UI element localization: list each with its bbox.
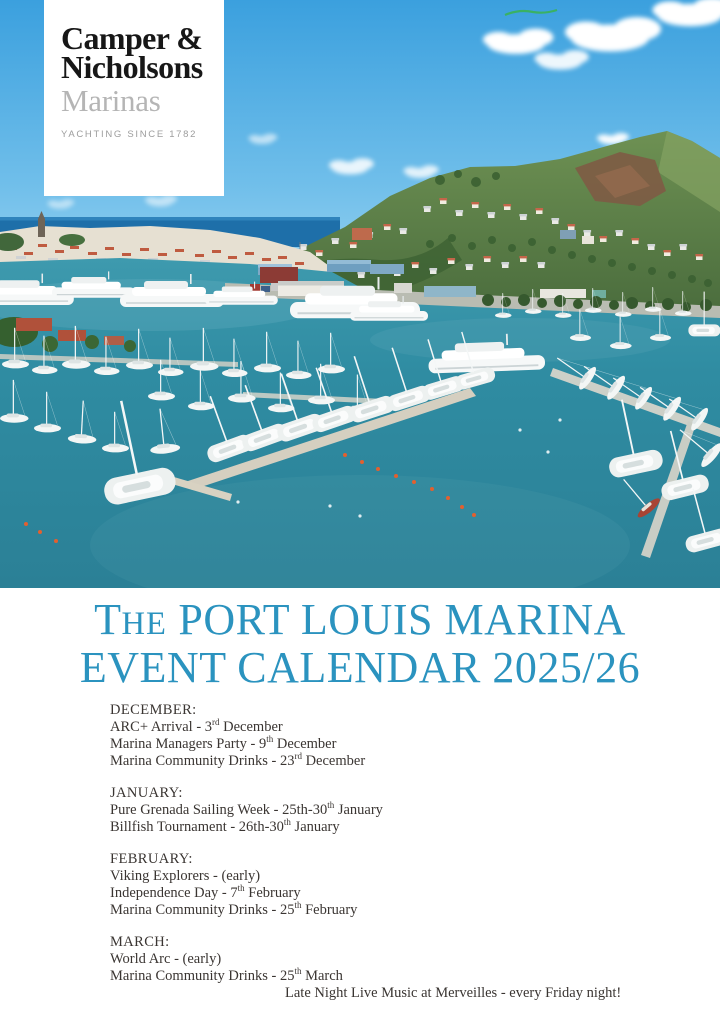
logo-text-camper: Camper & [61,20,203,56]
month-section-december [110,702,720,770]
event-item: Marina Managers Party - 9th December [110,734,337,752]
title-line-2: EVENT CALENDAR 2025/26 [79,643,641,692]
event-item: Marina Community Drinks - 25th March [110,966,343,984]
logo-text-marinas: Marinas [61,83,161,118]
logo-card [44,0,224,196]
event-item: Billfish Tournament - 26th-30th January [110,817,340,835]
event-item: Independence Day - 7th February [110,883,301,901]
event-item: ARC+ Arrival - 3rd December [110,717,283,735]
event-item: Viking Explorers - (early) [110,868,261,884]
title-line-1: THE PORT LOUIS MARINA [94,595,626,644]
event-item: Marina Community Drinks - 25th February [110,900,358,918]
month-section-february [110,851,720,919]
month-heading: JANUARY: [110,785,183,801]
event-item: World Arc - (early) [110,951,222,967]
logo-tagline: YACHTING SINCE 1782 [61,129,198,140]
month-section-march [110,934,720,1002]
month-heading: MARCH: [110,934,170,950]
event-item: Pure Grenada Sailing Week - 25th-30th January [110,800,383,818]
month-section-january [110,785,720,836]
church-tower [38,219,45,237]
month-heading: DECEMBER: [110,702,197,718]
event-calendar [110,702,720,1002]
event-item: Marina Community Drinks - 23rd December [110,751,366,769]
logo-text-nicholsons: Nicholsons [61,49,203,85]
page-title [0,595,720,692]
footer-note: Late Night Live Music at Merveilles - every Friday night! [285,985,622,1001]
month-heading: FEBRUARY: [110,851,193,867]
